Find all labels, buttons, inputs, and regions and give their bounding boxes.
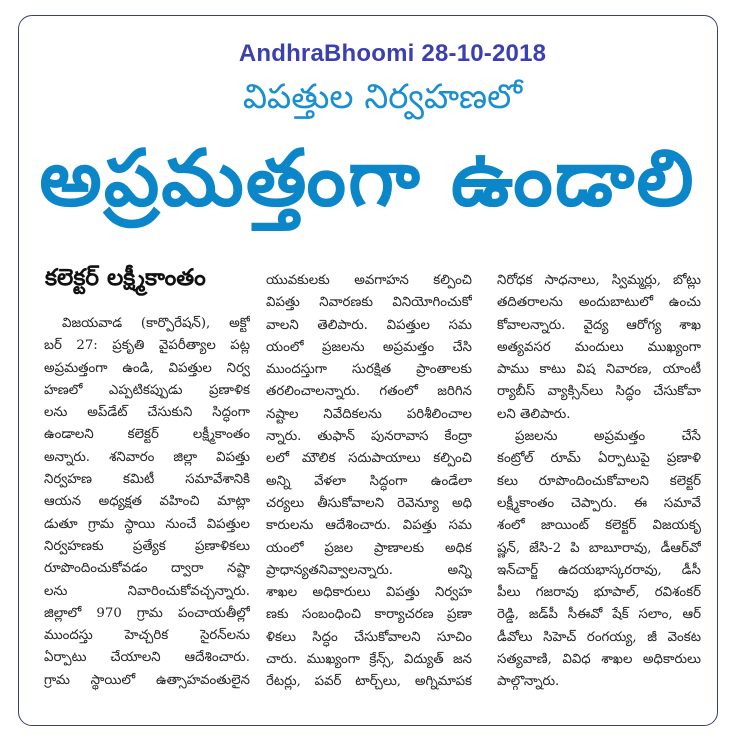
text-line: సత్యవాణి, వివిధ శాఖల అధికారులు xyxy=(497,652,701,668)
newspaper-masthead: AndhraBhoomi 28-10-2018 xyxy=(238,40,547,67)
text-line: పాము కాటు విష నివారణ, యాంటీ xyxy=(497,362,701,378)
text-line: విజయవాడ (కార్పొరేషన్), అక్టో xyxy=(62,316,250,331)
text-line: కోవాలన్నారు. వైద్య ఆరోగ్య శాఖ xyxy=(497,317,701,333)
text-line: ఉండాలని కలెక్టర్ లక్ష్మీకాంతం xyxy=(44,427,250,443)
text-line: పీలు గజరావు భూపాల్, రవిశంకర్ xyxy=(497,585,701,601)
text-line: అన్నారు. శనివారం జిల్లా విపత్తు xyxy=(44,449,250,465)
text-line: ఇన్‌చార్జ్ ఉదయభాస్కరరావు, డీసీ xyxy=(497,562,701,578)
text-line: రేటర్లు, పవర్ టార్చ్‌లు, అగ్నిమాపక xyxy=(266,674,472,690)
text-line: ప్రజలను అప్రమత్తం చేసే xyxy=(515,429,701,445)
text-line: ముందస్తుగా సురక్షిత ప్రాంతాలకు xyxy=(266,362,472,378)
text-line: చర్యలు తీసుకోవాలని రెవెన్యూ అధి xyxy=(266,495,472,511)
text-line: లలో మౌలిక సదుపాయాలు కల్పించి xyxy=(266,451,472,467)
text-line: విపత్తు నివారణకు వినియోగించుకో xyxy=(266,295,472,311)
text-line: న్నారు. తుఫాన్ పునరావాస కేంద్రా xyxy=(266,429,472,445)
text-line: ప్రాధాన్యతనివ్వాలన్నారు. అన్ని xyxy=(266,562,472,578)
text-line: తరలించాలన్నారు. గతంలో జరిగిన xyxy=(266,384,472,400)
text-line: నష్టాల నివేదికలను పరిశీలించాల xyxy=(266,406,472,422)
text-line: లక్ష్మీకాంతం చెప్పారు. ఈ సమావే xyxy=(497,495,701,511)
text-line: వాలని తెలిపారు. విపత్తుల సమ xyxy=(266,317,472,333)
text-line: లని తెలిపారు. xyxy=(497,406,571,422)
text-line: నిర్వహణకు ప్రత్యేక ప్రణాళికలు xyxy=(44,538,250,554)
text-line: యువకులకు అవగాహన కల్పించి xyxy=(266,273,472,288)
text-line: డీవోలు సిహెచ్ రంగయ్య, జీ వెంకట xyxy=(497,629,701,645)
article-column-1 xyxy=(44,313,250,692)
headline-kicker: విపత్తుల నిర్వహణలో xyxy=(242,77,523,117)
text-line: నిర్వహణ కమిటీ సమావేశానికి xyxy=(44,472,250,488)
text-line: అన్ని వేళలా సిద్ధంగా ఉండేలా xyxy=(266,473,472,489)
text-line: యంలో ప్రజలను అప్రమత్తం చేసి xyxy=(266,339,472,355)
article-column-2 xyxy=(266,270,472,694)
text-line: ముందస్తు హెచ్చరిక సైరన్‌లను xyxy=(44,628,250,644)
text-line: పాల్గొన్నారు. xyxy=(497,674,560,690)
text-line: యంలో ప్రజల ప్రాణాలకు అధిక xyxy=(266,540,472,556)
text-line: నిరోధక సాధనాలు, స్విమ్మర్లు, బోట్లు xyxy=(497,273,701,288)
text-line: డుతూ గ్రామ స్థాయి నుంచే విపత్తుల xyxy=(44,516,250,532)
text-line: జిల్లాలో 970 గ్రామ పంచాయతీల్లో xyxy=(44,605,250,621)
text-line: ఏర్పాటు చేయాలని ఆదేశించారు. xyxy=(44,650,250,666)
text-line: చారు. ముఖ్యంగా క్రేన్స్, విద్యుత్ జన xyxy=(266,652,472,668)
text-line: లను అప్‌డేట్ చేసుకుని సిద్ధంగా xyxy=(44,405,250,421)
text-line: హణలో ఎప్పటికప్పుడు ప్రణాళిక xyxy=(44,382,250,398)
text-line: రూపొందించుకోవడం ద్వారా నష్టా xyxy=(44,561,250,577)
article-byline: కలెక్టర్ లక్ష్మీకాంతం xyxy=(45,265,206,291)
text-line: ష్ణన్, జేసి-2 పి బాబూరావు, డీఆర్‌వో xyxy=(497,540,701,556)
text-line: తదితరాలను అందుబాటులో ఉంచు xyxy=(497,295,701,311)
text-line: కంట్రోల్ రూమ్ ఏర్పాటుపై ప్రణాళి xyxy=(497,451,701,467)
text-line: ఆయన అధ్యక్షత వహించి మాట్లా xyxy=(44,494,250,510)
text-line: శాఖల అధికారులు విపత్తు నిర్వహ xyxy=(266,585,472,601)
text-line: ళికలు సిద్ధం చేసుకోవాలని సూచిం xyxy=(266,629,472,645)
text-line: ర్యాబీస్ వ్యాక్సిన్‌లు సిద్ధం చేసుకోవా xyxy=(497,384,701,400)
article-column-3 xyxy=(497,270,701,694)
text-line: కలు రూపొందించుకోవాలని కలెక్టర్ xyxy=(497,473,701,489)
text-line: బర్ 27: ప్రకృతి వైపరీత్యాల పట్ల xyxy=(44,338,250,354)
text-line: లను నివారించుకోవచ్చన్నారు. xyxy=(44,583,250,599)
text-line: రెడ్డి, జడ్‌పీ సీఈవో షేక్ సలాం, ఆర్ xyxy=(497,607,701,623)
article-headline: అప్రమత్తంగా ఉండాలి xyxy=(39,134,696,224)
text-line: ణకు సంబంధించి కార్యాచరణ ప్రణా xyxy=(266,607,472,623)
text-line: శంలో జాయింట్ కలెక్టర్ విజయకృ xyxy=(497,518,701,534)
text-line: అత్యవసర మందులు ముఖ్యంగా xyxy=(497,339,701,355)
text-line: కారులను ఆదేశించారు. విపత్తు సమ xyxy=(266,518,472,534)
text-line: గ్రామ స్థాయిలో ఉత్సాహవంతులైన xyxy=(44,672,250,688)
text-line: అప్రమత్తంగా ఉండి, విపత్తుల నిర్వ xyxy=(44,360,250,376)
